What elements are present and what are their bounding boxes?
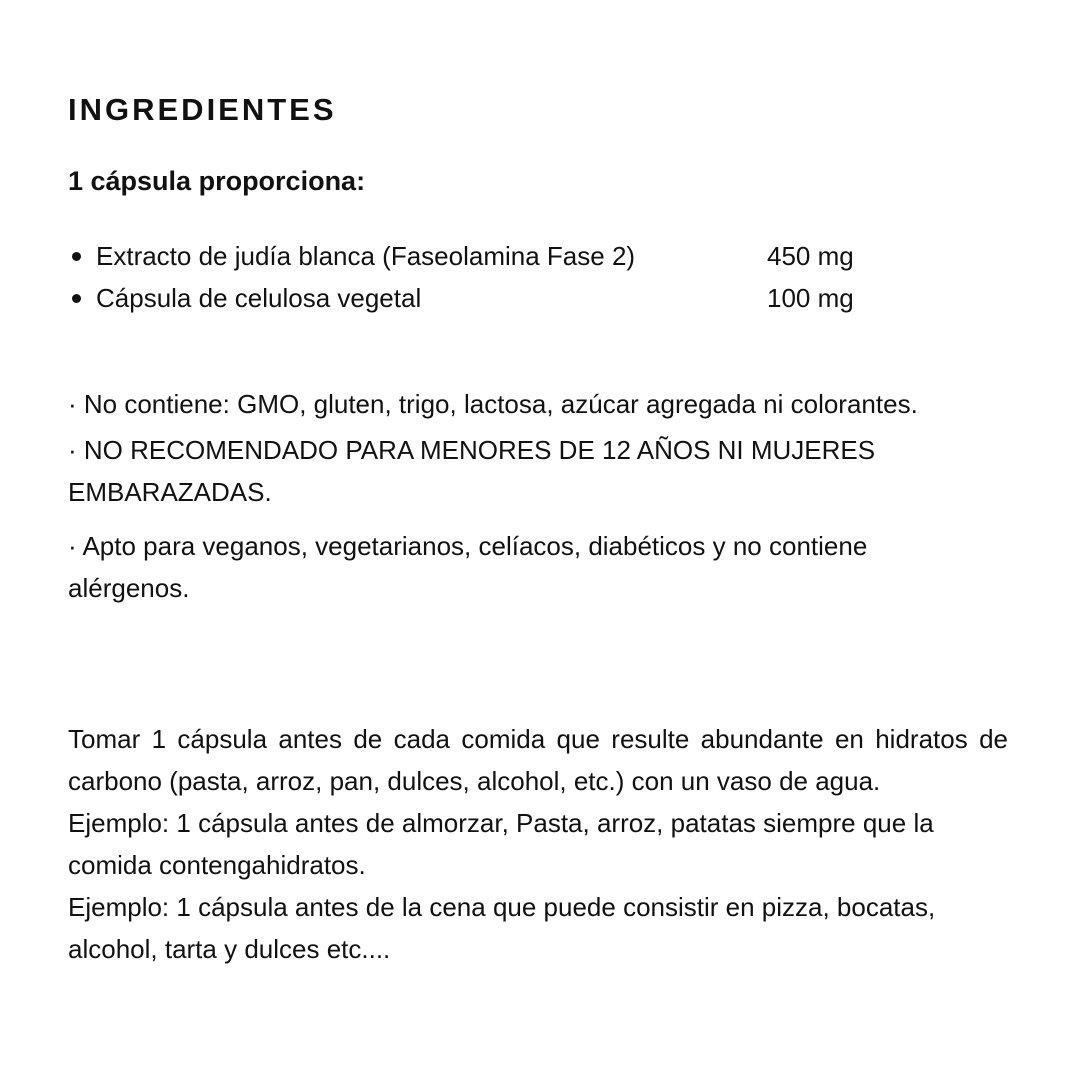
usage-block bbox=[68, 718, 1008, 970]
bullet-icon bbox=[72, 294, 81, 303]
ingredient-name: Extracto de judía blanca (Faseolamina Fase 2) bbox=[96, 241, 636, 271]
usage-example: Ejemplo: 1 cápsula antes de la cena que puede consistir en pizza, bocatas, alcohol, tarta y dulces etc.... bbox=[68, 892, 936, 964]
section-title: INGREDIENTES bbox=[68, 92, 337, 127]
ingredient-amount: 450 mg bbox=[767, 241, 854, 271]
ingredient-amount: 100 mg bbox=[767, 283, 854, 313]
note-suitability: · Apto para veganos, vegetarianos, celíacos, diabéticos y no contiene alérgenos. bbox=[68, 531, 868, 603]
note-warning: · NO RECOMENDADO PARA MENORES DE 12 AÑOS NI MUJERES EMBARAZADAS. bbox=[68, 435, 876, 507]
notes-block bbox=[68, 383, 968, 609]
ingredient-row bbox=[68, 278, 968, 320]
usage-instructions: Tomar 1 cápsula antes de cada comida que resulte abundante en hidratos de carbono (pasta, arroz, pan, dulces, alcohol, etc.) con un vaso de agua. bbox=[68, 724, 1008, 796]
usage-example: Ejemplo: 1 cápsula antes de almorzar, Pasta, arroz, patatas siempre que la comida contengahidratos. bbox=[68, 808, 934, 880]
note-allergen-free: · No contiene: GMO, gluten, trigo, lactosa, azúcar agregada ni colorantes. bbox=[68, 389, 918, 419]
ingredient-name: Cápsula de celulosa vegetal bbox=[96, 283, 422, 313]
ingredient-list bbox=[68, 236, 968, 320]
bullet-icon bbox=[72, 252, 81, 261]
serving-label: 1 cápsula proporciona: bbox=[68, 166, 366, 196]
ingredient-row bbox=[68, 236, 968, 278]
